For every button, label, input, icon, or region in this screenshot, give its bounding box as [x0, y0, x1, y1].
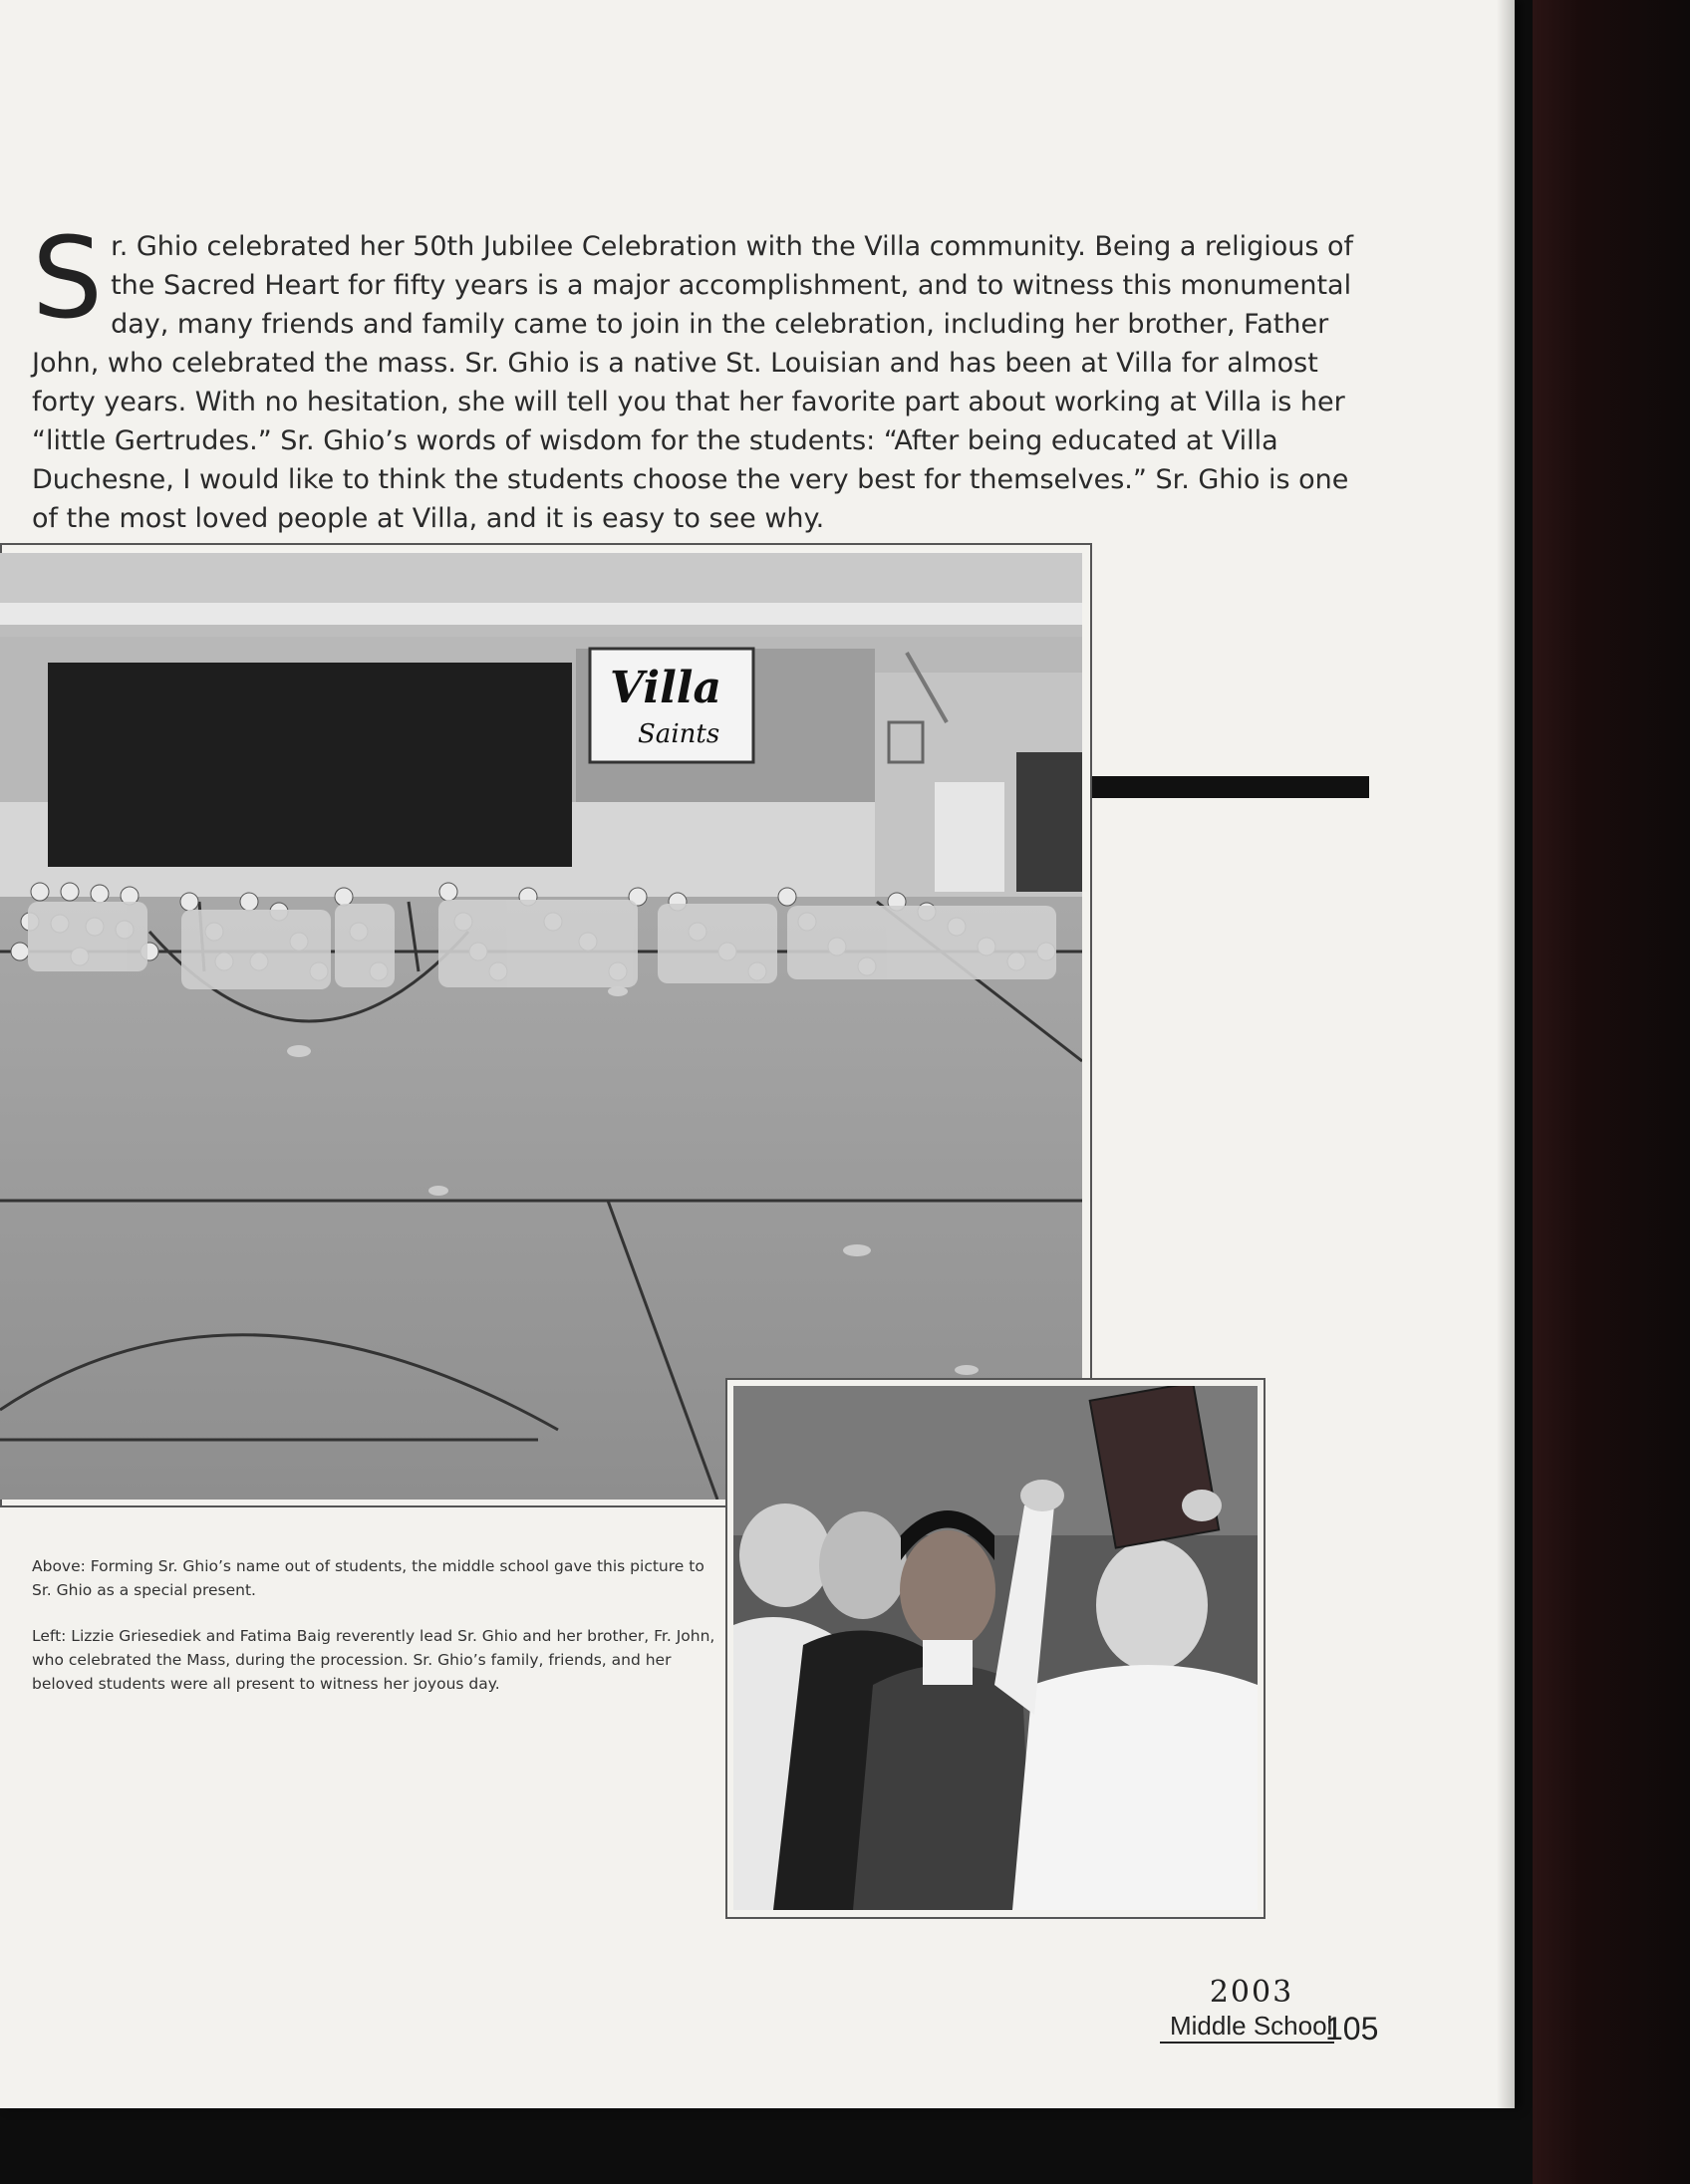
gym-sign-subtitle: Saints [638, 719, 720, 749]
gym-photo [0, 553, 1082, 1500]
intro-text: r. Ghio celebrated her 50th Jubilee Celebration with the Villa community. Being a religious of the Sacred Heart for fifty years is a major accomplishment, and to witness this monumental day, many friends and family came to join in the celebration, including her brother, Father John, who celebrated the mass. Sr. Ghio is a native St. Louisian and has been at Villa for almost forty years. With no hesitation, she will tell you that her favorite part about working at Villa is her “little Gertrudes.” Sr. Ghio’s words of wisdom for the students: “After being educated at Villa Duchesne, I would like to think the students choose the very best for themselves.” Sr. Ghio is one of the most loved people at Villa, and it is easy to see why. [32, 231, 1354, 534]
book-spine [1533, 0, 1690, 2184]
photo-captions [32, 1554, 719, 1718]
caption-left: Left: Lizzie Griesediek and Fatima Baig reverently lead Sr. Ghio and her brother, Fr. John, who celebrated the Mass, during the procession. Sr. Ghio’s family, friends, and her beloved students were all present to witness her joyous day. [32, 1627, 715, 1693]
caption-above: Above: Forming Sr. Ghio’s name out of students, the middle school gave this picture to Sr. Ghio as a special present. [32, 1557, 704, 1599]
gym-sign-title: Villa [610, 663, 722, 713]
yearbook-year: 2003 [1209, 1975, 1294, 2010]
section-title: Middle School [1160, 2011, 1334, 2044]
decorative-bar [1092, 776, 1369, 798]
page-number: 105 [1325, 2011, 1379, 2047]
drop-cap: S [32, 214, 104, 344]
intro-paragraph [32, 214, 1367, 538]
procession-photo [733, 1386, 1258, 1910]
